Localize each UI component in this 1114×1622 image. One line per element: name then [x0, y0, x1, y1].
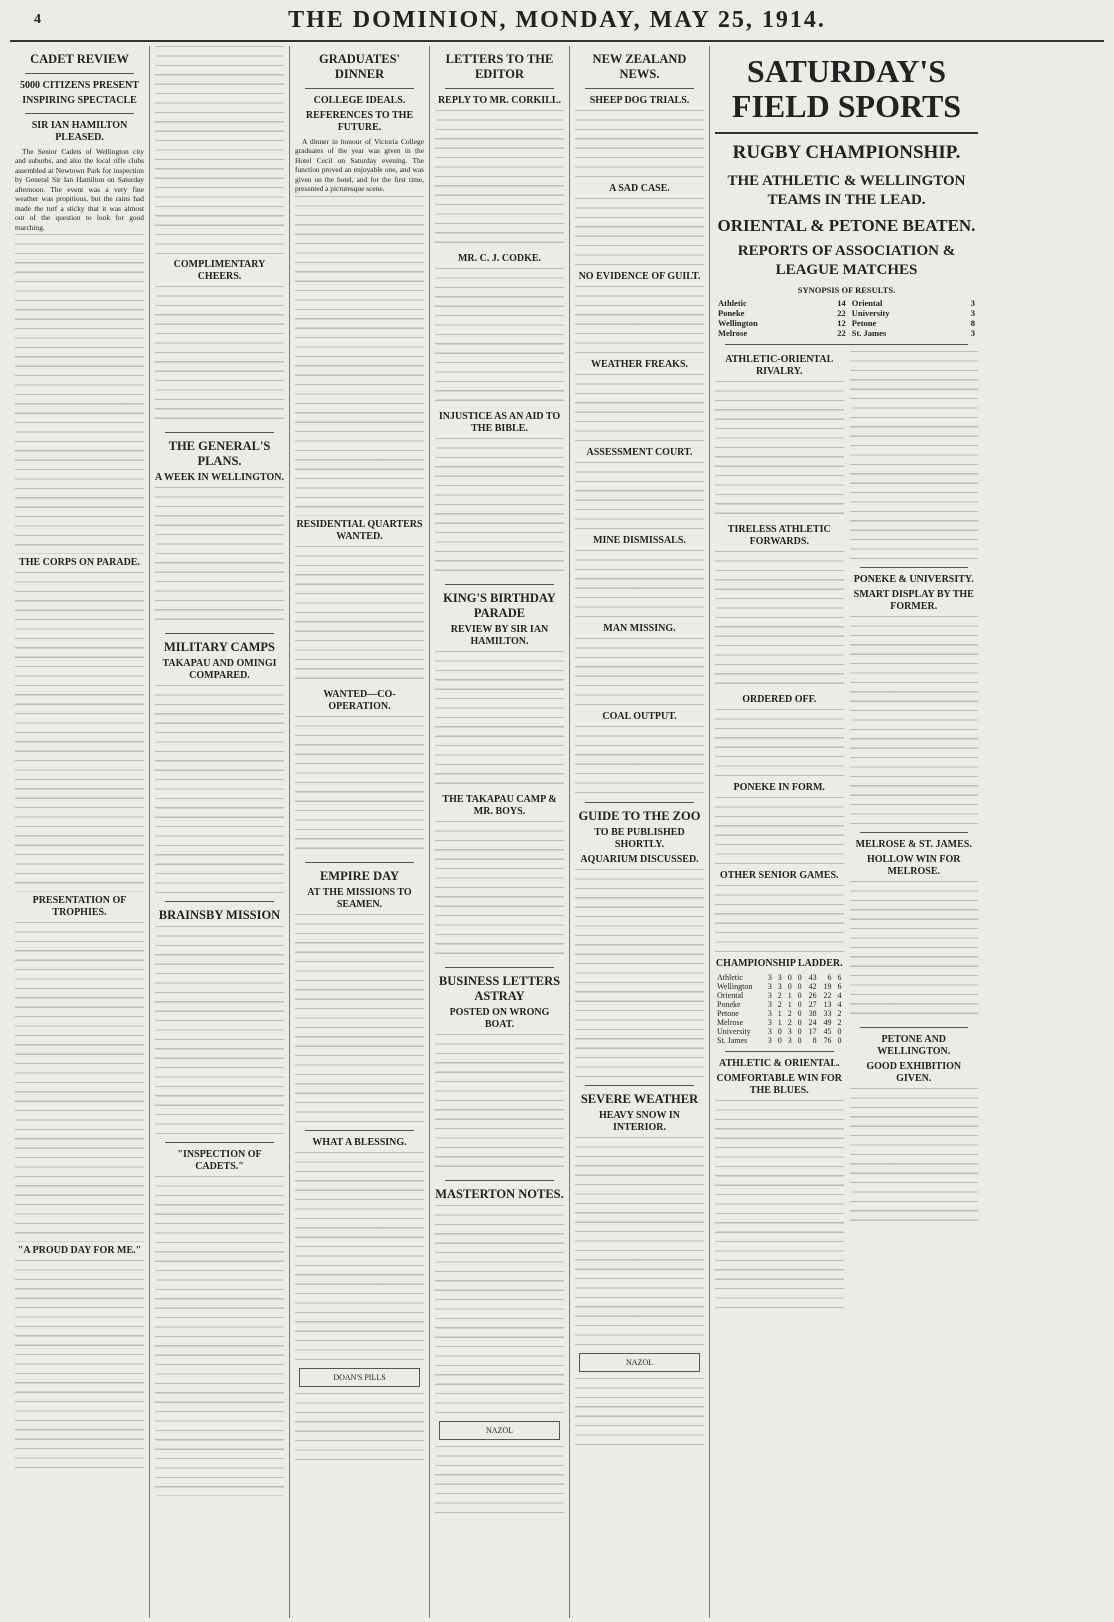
headline: LETTERS TO THE EDITOR	[445, 52, 554, 81]
article-text-block	[575, 726, 704, 796]
subheadline: WEATHER FREAKS.	[590, 359, 689, 370]
subheadline: OTHER SENIOR GAMES.	[719, 870, 839, 882]
subheadline: SIR IAN HAMILTON PLEASED.	[31, 120, 128, 143]
ladder-row: Melrose 3 1 2 0 24 49 2	[717, 1018, 842, 1028]
article-text-block	[435, 821, 564, 961]
article-text-block	[155, 46, 284, 256]
article-text-block	[15, 1260, 144, 1470]
page-number: 4	[34, 12, 41, 27]
subheadline: AT THE MISSIONS TO SEAMEN.	[307, 886, 412, 910]
subheadline: WHAT A BLESSING.	[312, 1136, 407, 1148]
article-text-block	[295, 546, 424, 686]
subheadline: MAN MISSING.	[603, 623, 676, 634]
subheadline: PETONE AND WELLINGTON.	[877, 1034, 951, 1058]
ladder-row: Oriental 3 2 1 0 26 22 4	[717, 991, 842, 1001]
subheadline: ASSESSMENT COURT.	[586, 447, 693, 458]
subheadline: TIRELESS ATHLETIC FORWARDS.	[727, 524, 831, 548]
ladder-row: University 3 0 3 0 17 45 0	[717, 1027, 842, 1037]
headline: MASTERTON NOTES.	[435, 1187, 564, 1201]
subheadline: REVIEW BY SIR IAN HAMILTON.	[450, 624, 549, 647]
column-graduates-dinner	[290, 46, 430, 1618]
sports-headline: SATURDAY'S FIELD SPORTS	[715, 54, 978, 134]
subheadline: ATHLETIC-ORIENTAL RIVALRY.	[725, 354, 834, 378]
advertisement: NAZOL	[579, 1353, 700, 1372]
subheadline: ORDERED OFF.	[742, 694, 817, 706]
subheadline: COMFORTABLE WIN FOR THE BLUES.	[716, 1073, 842, 1097]
ladder-row: Poneke 3 2 1 0 27 13 4	[717, 1000, 842, 1010]
article-text-block	[575, 1137, 704, 1347]
article-text-block	[295, 1152, 424, 1362]
article-text-block	[155, 926, 284, 1136]
article-text-block	[715, 885, 844, 955]
headline: GRADUATES' DINNER	[318, 52, 401, 81]
article-text-block	[575, 110, 704, 180]
subheadline: HEAVY SNOW IN INTERIOR.	[599, 1110, 680, 1133]
results-table	[715, 298, 978, 338]
article-text-block	[850, 1088, 979, 1228]
subheadline: WANTED—CO-OPERATION.	[323, 688, 396, 712]
column-nz-news	[570, 46, 710, 1618]
article-text-block	[850, 881, 979, 1021]
article-text-block	[435, 651, 564, 791]
article-text-block	[575, 286, 704, 356]
advertisement: NAZOL	[439, 1421, 560, 1440]
article-text-block	[715, 551, 844, 691]
subheadline: COMPLIMENTARY CHEERS.	[173, 259, 266, 282]
column-cadet-review	[10, 46, 150, 1618]
subheadline: THE TAKAPAU CAMP & MR. BOYS.	[442, 794, 557, 817]
ladder-row: Wellington 3 3 0 0 42 19 6	[717, 982, 842, 992]
result-row: Melrose 22 St. James 3	[718, 328, 975, 339]
article-text-block	[15, 234, 144, 554]
subheadline: PRESENTATION OF TROPHIES.	[32, 895, 127, 919]
column-general-plans	[150, 46, 290, 1618]
subheadline: PONEKE IN FORM.	[733, 782, 825, 794]
subheadline: SMART DISPLAY BY THE FORMER.	[853, 589, 974, 613]
column-sports	[710, 46, 983, 1618]
result-row: Poneke 22 University 3	[718, 308, 975, 319]
result-row: Wellington 12 Petone 8	[718, 318, 975, 329]
article-text-block	[575, 638, 704, 708]
article-text-block	[295, 914, 424, 1124]
article-text-block	[575, 1378, 704, 1448]
headline: NEW ZEALAND NEWS.	[592, 52, 687, 81]
subheadline: MR. C. J. CODKE.	[457, 253, 542, 264]
article-text-block	[850, 616, 979, 826]
article-text-block	[435, 1205, 564, 1415]
article-text-block	[435, 1034, 564, 1174]
subheadline: REPLY TO MR. CORKILL.	[437, 95, 562, 106]
ladder-row: Petone 3 1 2 0 38 33 2	[717, 1009, 842, 1019]
headline: MILITARY CAMPS	[163, 640, 276, 654]
headline: SEVERE WEATHER	[580, 1092, 699, 1106]
article-text-block	[575, 550, 704, 620]
article-text-block	[435, 268, 564, 408]
subheadline: HOLLOW WIN FOR MELROSE.	[866, 854, 961, 878]
subheadline: NO EVIDENCE OF GUILT.	[578, 271, 701, 282]
subheadline: COLLEGE IDEALS.	[313, 95, 406, 106]
article-text-block	[715, 1100, 844, 1310]
synopsis-title: SYNOPSIS OF RESULTS.	[797, 285, 896, 296]
subheadline: THE CORPS ON PARADE.	[19, 557, 140, 569]
ladder-title: CHAMPIONSHIP LADDER.	[715, 958, 843, 970]
newspaper-title: THE DOMINION, MONDAY, MAY 25, 1914.	[288, 6, 826, 33]
article-text-block	[295, 1393, 424, 1463]
subheadline: INSPIRING SPECTACLE	[22, 95, 137, 106]
headline: BUSINESS LETTERS ASTRAY	[438, 974, 561, 1003]
subheadline: SHEEP DOG TRIALS.	[589, 95, 690, 106]
headline: THE GENERAL'S PLANS.	[168, 439, 271, 468]
article-text-block	[575, 374, 704, 444]
article-text-block	[715, 381, 844, 521]
article-text-block	[715, 709, 844, 779]
headline: THE ATHLETIC & WELLINGTON TEAMS IN THE LEAD.	[727, 173, 966, 209]
headline: ORIENTAL & PETONE BEATEN.	[717, 215, 976, 235]
subheadline: TO BE PUBLISHED SHORTLY.	[594, 827, 685, 850]
subheadline: GOOD EXHIBITION GIVEN.	[866, 1061, 962, 1085]
article-text-block	[850, 351, 979, 561]
article-text-block	[155, 1176, 284, 1496]
subheadline: A WEEK IN WELLINGTON.	[155, 472, 284, 483]
subheadline: 5000 CITIZENS PRESENT	[20, 80, 139, 91]
article-text-block	[295, 196, 424, 516]
championship-ladder	[715, 973, 844, 1045]
article-body: A dinner in honour of Victoria College graduates of the year was given in the Hotel Cecil on Saturday evening. The function proved an enjoyable one, and was given on the hotel, and for the first time, presented a picturesque scene.	[295, 137, 424, 194]
article-text-block	[155, 685, 284, 895]
headline: EMPIRE DAY	[319, 868, 400, 883]
headline: BRAINSBY MISSION	[158, 908, 281, 922]
article-text-block	[15, 922, 144, 1242]
subheadline: "A PROUD DAY FOR ME."	[17, 1245, 142, 1257]
subheadline: POSTED ON WRONG BOAT.	[449, 1007, 550, 1030]
result-row: Athletic 14 Oriental 3	[718, 298, 975, 309]
article-text-block	[435, 438, 564, 578]
subheadline: REFERENCES TO THE FUTURE.	[305, 110, 414, 133]
article-text-block	[155, 487, 284, 627]
article-text-block	[575, 198, 704, 268]
subheadline: PONEKE & UNIVERSITY.	[853, 574, 974, 586]
article-text-block	[575, 869, 704, 1079]
subheadline: MINE DISMISSALS.	[593, 535, 686, 546]
headline: GUIDE TO THE ZOO	[578, 809, 701, 823]
article-text-block	[715, 797, 844, 867]
article-text-block	[435, 110, 564, 250]
ladder-row: St. James 3 0 3 0 8 76 0	[717, 1036, 842, 1046]
article-text-block	[435, 1446, 564, 1516]
subheadline: MELROSE & ST. JAMES.	[855, 839, 972, 851]
article-text-block	[15, 572, 144, 892]
article-body: The Senior Cadets of Wellington city and suburbs, and also the local rifle clubs assembled at Newtown Park for inspection by General Sir Ian Hamilton on Saturday afternoon. The event was a very fine weather was propitious, but the rains had made the turf a sticky that it was almost out of the question to look for good marching.	[15, 147, 144, 232]
headline: REPORTS OF ASSOCIATION & LEAGUE MATCHES	[737, 242, 956, 278]
subheadline: ATHLETIC & ORIENTAL.	[719, 1058, 840, 1070]
article-text-block	[295, 716, 424, 856]
subheadline: INJUSTICE AS AN AID TO THE BIBLE.	[438, 411, 561, 434]
ladder-row: Athletic 3 3 0 0 43 6 6	[717, 973, 842, 983]
subheadline: "INSPECTION OF CADETS."	[177, 1149, 262, 1172]
subheadline: A SAD CASE.	[609, 183, 670, 194]
subheadline: TAKAPAU AND OMINGI COMPARED.	[162, 658, 277, 681]
advertisement: DOAN'S PILLS	[299, 1368, 420, 1387]
subheadline: COAL OUTPUT.	[602, 711, 677, 722]
headline: RUGBY CHAMPIONSHIP.	[732, 142, 961, 164]
masthead	[10, 0, 1104, 42]
headline: CADET REVIEW	[30, 52, 129, 66]
article-text-block	[155, 286, 284, 426]
column-letters	[430, 46, 570, 1618]
headline: KING'S BIRTHDAY PARADE	[443, 591, 556, 620]
subheadline: RESIDENTIAL QUARTERS WANTED.	[296, 518, 423, 542]
subheadline: AQUARIUM DISCUSSED.	[580, 854, 699, 865]
article-text-block	[575, 462, 704, 532]
